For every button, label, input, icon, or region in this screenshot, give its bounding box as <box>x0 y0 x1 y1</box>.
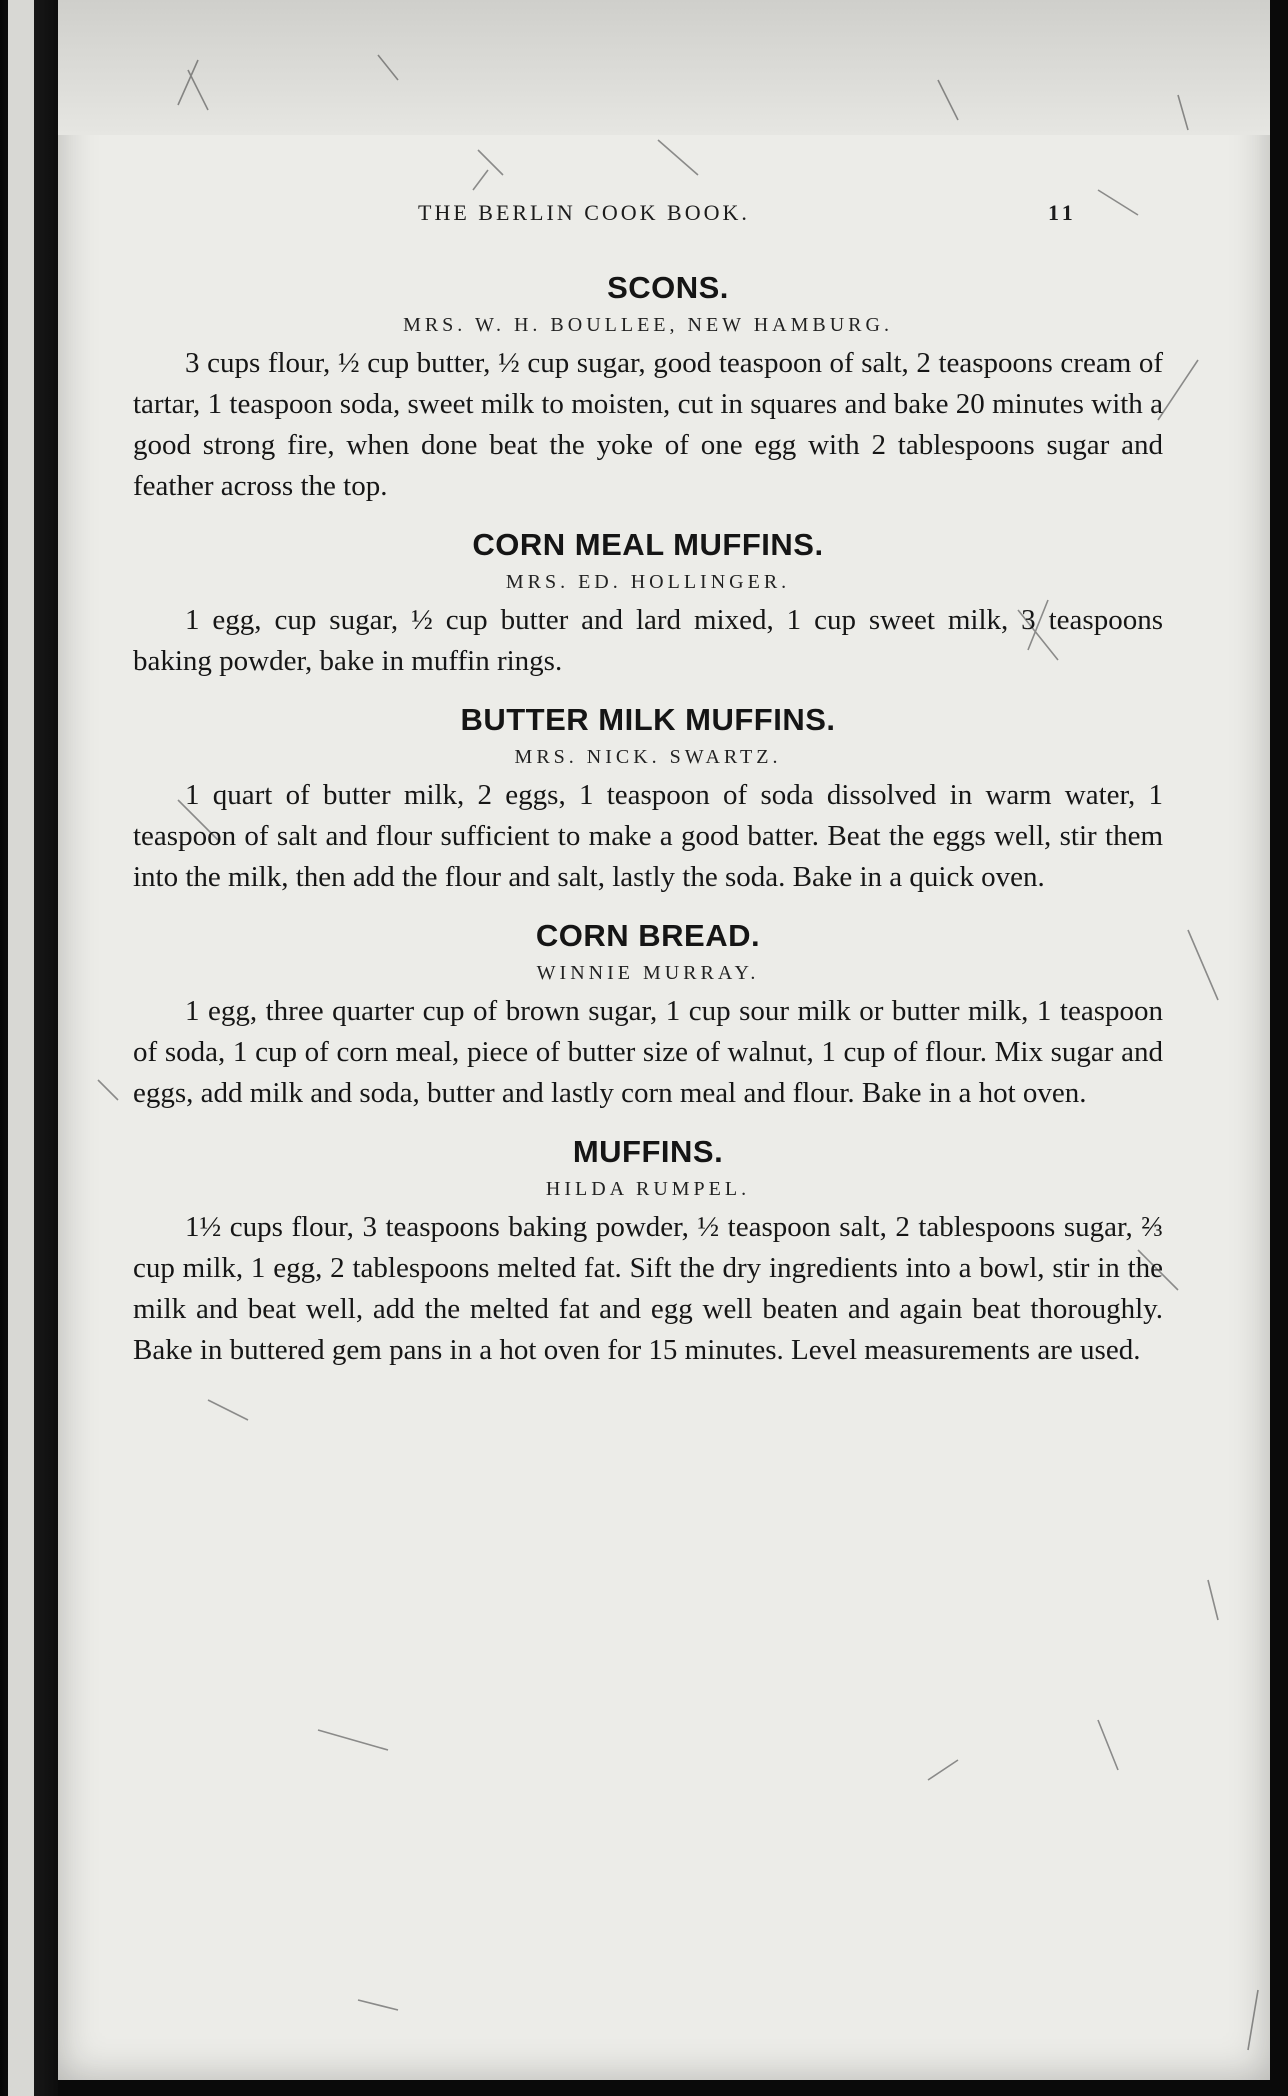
recipe-title: CORN MEAL MUFFINS. <box>472 527 824 562</box>
recipe-text: 3 cups flour, ½ cup butter, ½ cup sugar, good teaspoon of salt, 2 teaspoons cream of tartar, 1 teaspoon soda, sweet milk to moisten, cut in squares and bake 20 minutes with a good strong fire, when done beat the yoke of one egg with 2 tablespoons sugar and feather across the top. <box>133 347 1163 502</box>
recipe-butter-milk-muffins <box>133 702 1163 898</box>
book-page <box>58 0 1270 2080</box>
recipe-author: HILDA RUMPEL. <box>545 1178 751 1200</box>
recipe-corn-meal-muffins <box>133 527 1163 682</box>
recipe-author: MRS. NICK. SWARTZ. <box>514 746 782 768</box>
recipe-title: SCONS. <box>607 270 729 305</box>
recipe-author: MRS. ED. HOLLINGER. <box>505 571 791 593</box>
recipe-text: 1 egg, three quarter cup of brown sugar, 1 cup sour milk or butter milk, 1 teaspoon of soda, 1 cup of corn meal, piece of butter size of walnut, 1 cup of flour. Mix sugar and eggs, add milk and soda, butter and lastly corn meal and flour. Bake in a hot oven. <box>133 995 1163 1109</box>
recipe-author: WINNIE MURRAY. <box>536 962 760 984</box>
recipe-author: MRS. W. H. BOULLEE, NEW HAMBURG. <box>403 314 893 336</box>
recipe-scons <box>133 270 1163 507</box>
page-number: 11 <box>1048 200 1077 225</box>
recipe-title: BUTTER MILK MUFFINS. <box>460 702 836 737</box>
recipe-text: 1 quart of butter milk, 2 eggs, 1 teaspoon of soda dissolved in warm water, 1 teaspoon of salt and flour sufficient to make a good batter. Beat the eggs well, stir them into the milk, then add the flour and salt, lastly the soda. Bake in a quick oven. <box>133 779 1163 893</box>
recipe-muffins <box>133 1134 1163 1371</box>
recipe-text: 1½ cups flour, 3 teaspoons baking powder, ½ teaspoon salt, 2 tablespoons sugar, ⅔ cup milk, 1 egg, 2 tablespoons melted fat. Sift the dry ingredients into a bowl, stir in the milk and beat well, add the melted fat and egg well beaten and again beat thoroughly. Bake in buttered gem pans in a hot oven for 15 minutes. Level measurements are used. <box>133 1211 1163 1366</box>
page-top-shade <box>58 0 1270 135</box>
page-content <box>133 270 1163 1391</box>
recipe-title: CORN BREAD. <box>535 918 761 953</box>
recipe-text: 1 egg, cup sugar, ½ cup butter and lard mixed, 1 cup sweet milk, 3 teaspoons baking powder, bake in muffin rings. <box>133 604 1163 677</box>
recipe-title: MUFFINS. <box>572 1134 724 1169</box>
recipe-corn-bread <box>133 918 1163 1114</box>
adjacent-page-strip <box>8 0 34 2096</box>
book-title: THE BERLIN COOK BOOK. <box>418 200 750 225</box>
